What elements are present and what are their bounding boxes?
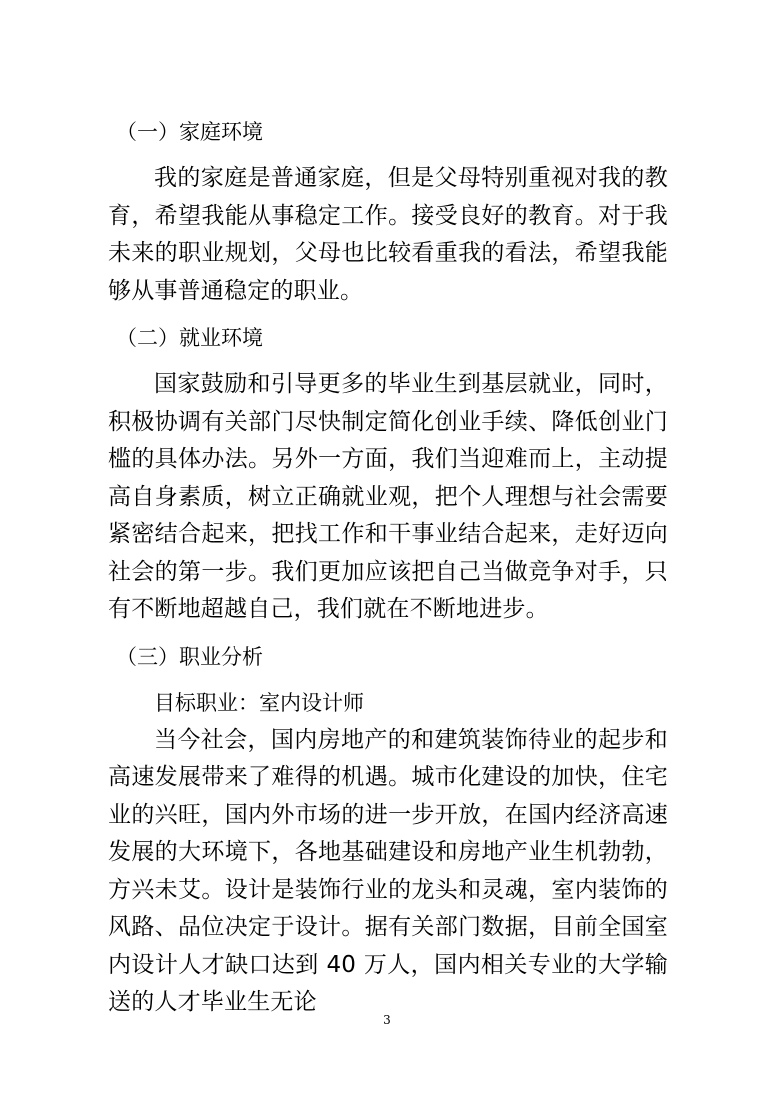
paragraph-family-environment: 我的家庭是普通家庭，但是父母特别重视对我的教育，希望我能从事稳定工作。接受良好的教育。对于我未来的职业规划，父母也比较看重我的看法，希望我能够从事普通稳定的职业。 [108,165,668,304]
paragraph-career-analysis: 当今社会，国内房地产的和建筑装饰待业的起步和高速发展带来了难得的机遇。城市化建设的加快，住宅业的兴旺，国内外市场的进一步开放，在国内经济高速发展的大环境下，各地基础建设和房地产业生机勃勃，方兴未艾。设计是装饰行业的龙头和灵魂，室内装饰的风路、品位决定于设计。据有关部门数据，目前全国室内设计人才缺口达到 40 万人，国内相关专业的大学输送的人才毕业生无论 [108,726,668,1015]
section-heading-employment-environment: （二）就业环境 [116,326,263,350]
page-number: 3 [383,1013,391,1027]
paragraph-employment-environment: 国家鼓励和引导更多的毕业生到基层就业，同时，积极协调有关部门尽快制定简化创业手续、降低创业门槛的具体办法。另外一方面，我们当迎难而上，主动提高自身素质，树立正确就业观，把个人理想与社会需要紧密结合起来，把找工作和干事业结合起来，走好迈向社会的第一步。我们更加应该把自己当做竞争对手，只有不断地超越自己，我们就在不断地进步。 [108,371,668,622]
document-body [108,110,668,1028]
target-career-line: 目标职业：室内设计师 [154,690,364,715]
section-heading-career-analysis: （三）职业分析 [116,644,263,669]
section-heading-family-environment: （一）家庭环境 [116,120,263,144]
